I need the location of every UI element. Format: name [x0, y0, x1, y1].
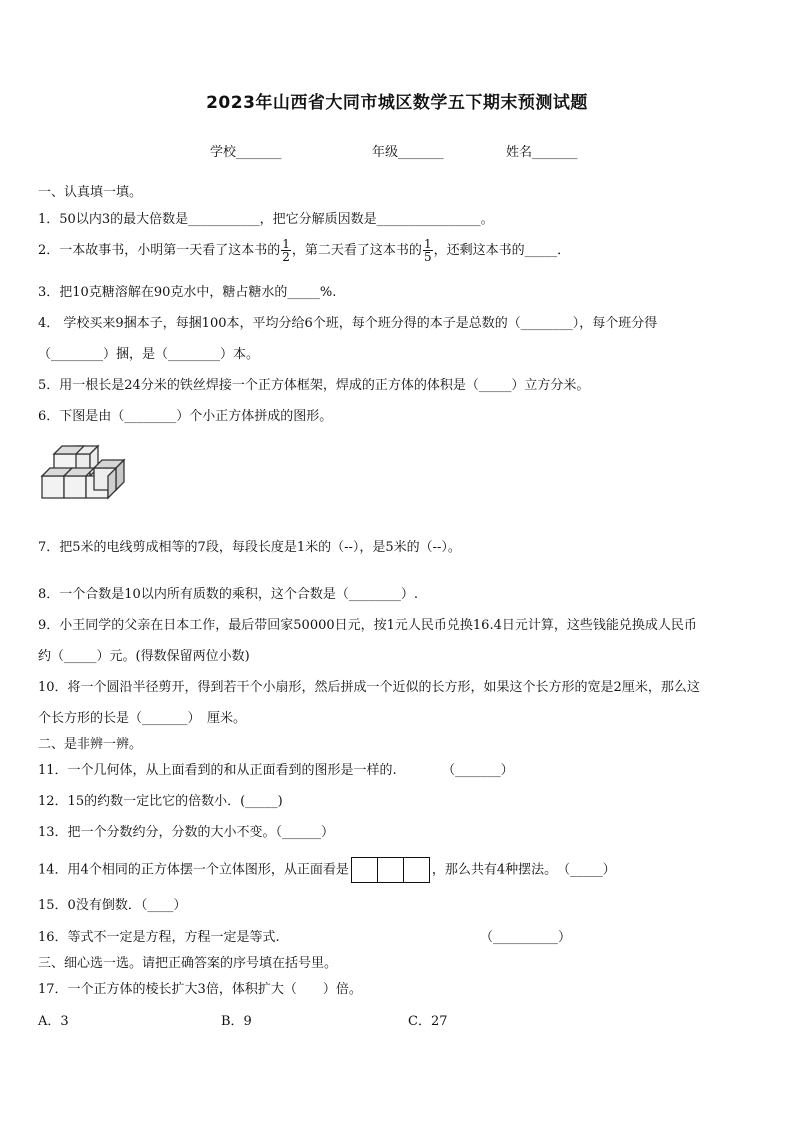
- cube-bottom-2: [64, 476, 86, 498]
- fraction-numerator: 1: [423, 237, 432, 251]
- section-heading-choice: 三、细心选一选。请把正确答案的序号填在括号里。: [38, 956, 338, 971]
- question-6: 6．下图是由（________）个小正方体拼成的图形。: [38, 409, 333, 424]
- fraction-denominator: 5: [423, 250, 432, 264]
- front-view-square: [378, 858, 404, 882]
- fraction-numerator: 1: [282, 237, 290, 251]
- question-14-part-b: ，那么共有4种摆法。 （_____）: [431, 862, 616, 878]
- front-view-square: [352, 858, 378, 882]
- school-field: 学校_______: [210, 145, 282, 160]
- question-11: 11．一个几何体，从上面看到的和从正面看到的图形是一样的. （_______）: [38, 763, 514, 778]
- question-14: [38, 857, 616, 883]
- question-12: 12．15的约数一定比它的倍数小．(_____): [38, 794, 283, 809]
- fraction-one-fifth: [423, 238, 433, 263]
- cube-figure: [40, 438, 132, 500]
- grade-field: 年级_______: [372, 145, 444, 160]
- page-title: 2023年山西省大同市城区数学五下期末预测试题: [206, 93, 588, 113]
- question-3: 3．把10克糖溶解在90克水中，糖占糖水的_____%.: [38, 285, 337, 300]
- question-4-line-2: （________）捆，是（________）本。: [38, 347, 260, 362]
- question-2-part-b: ，第二天看了这本书的: [291, 243, 422, 258]
- question-9-line-2: 约（_____）元。(得数保留两位小数): [38, 649, 250, 664]
- question-8: 8．一个合数是10以内所有质数的乘积，这个合数是（________）.: [38, 587, 418, 602]
- section-heading-true-false: 二、是非辨一辨。: [38, 737, 143, 752]
- question-15: 15．0没有倒数．（____）: [38, 898, 187, 913]
- question-5: 5．用一根长是24分米的铁丝焊接一个正方体框架，焊成的正方体的体积是（_____）立方分米。: [38, 378, 590, 393]
- question-7: 7．把5米的电线剪成相等的7段，每段长度是1米的（--），是5米的（--）。: [38, 540, 461, 555]
- question-2: [38, 238, 570, 263]
- question-9-line-1: 9．小王同学的父亲在日本工作，最后带回家50000日元，按1元人民币兑换16.4日元计算，这些钱能兑换成人民币: [38, 618, 697, 633]
- question-10-line-2: 个长方形的长是（_______） 厘米。: [38, 711, 247, 726]
- front-view-squares: [351, 857, 430, 883]
- fraction-one-half: [281, 238, 291, 263]
- front-view-square: [404, 858, 429, 882]
- question-1: 1．50以内3的最大倍数是___________，把它分解质因数是________________。: [38, 212, 494, 227]
- question-16-blank: （__________）: [480, 930, 572, 945]
- question-2-part-a: 2．一本故事书，小明第一天看了这本书的: [38, 243, 281, 258]
- question-14-part-a: 14．用4个相同的正方体摆一个立体图形，从正面看是: [38, 862, 349, 878]
- option-b: B．9: [221, 1014, 252, 1029]
- question-4-line-1: 4． 学校买来9捆本子，每捆100本，平均分给6个班，每个班分得的本子是总数的（________），每个班分得: [38, 316, 658, 331]
- question-2-part-c: ，还剩这本书的_____．: [433, 243, 571, 258]
- name-field: 姓名_______: [506, 145, 578, 160]
- fraction-denominator: 2: [282, 250, 290, 264]
- question-16-text: 16．等式不一定是方程，方程一定是等式.: [38, 930, 280, 945]
- section-heading-fill: 一、认真填一填。: [38, 185, 143, 200]
- question-13: 13．把一个分数约分，分数的大小不变。（______）: [38, 825, 335, 840]
- option-c: C．27: [408, 1014, 448, 1029]
- question-17: 17．一个正方体的棱长扩大3倍，体积扩大（ ）倍。: [38, 982, 362, 997]
- question-10-line-1: 10．将一个圆沿半径剪开，得到若干个小扇形，然后拼成一个近似的长方形，如果这个长方形的宽是2厘米，那么这: [38, 680, 700, 695]
- cube-bottom-1: [42, 476, 64, 498]
- option-a: A．3: [38, 1014, 69, 1029]
